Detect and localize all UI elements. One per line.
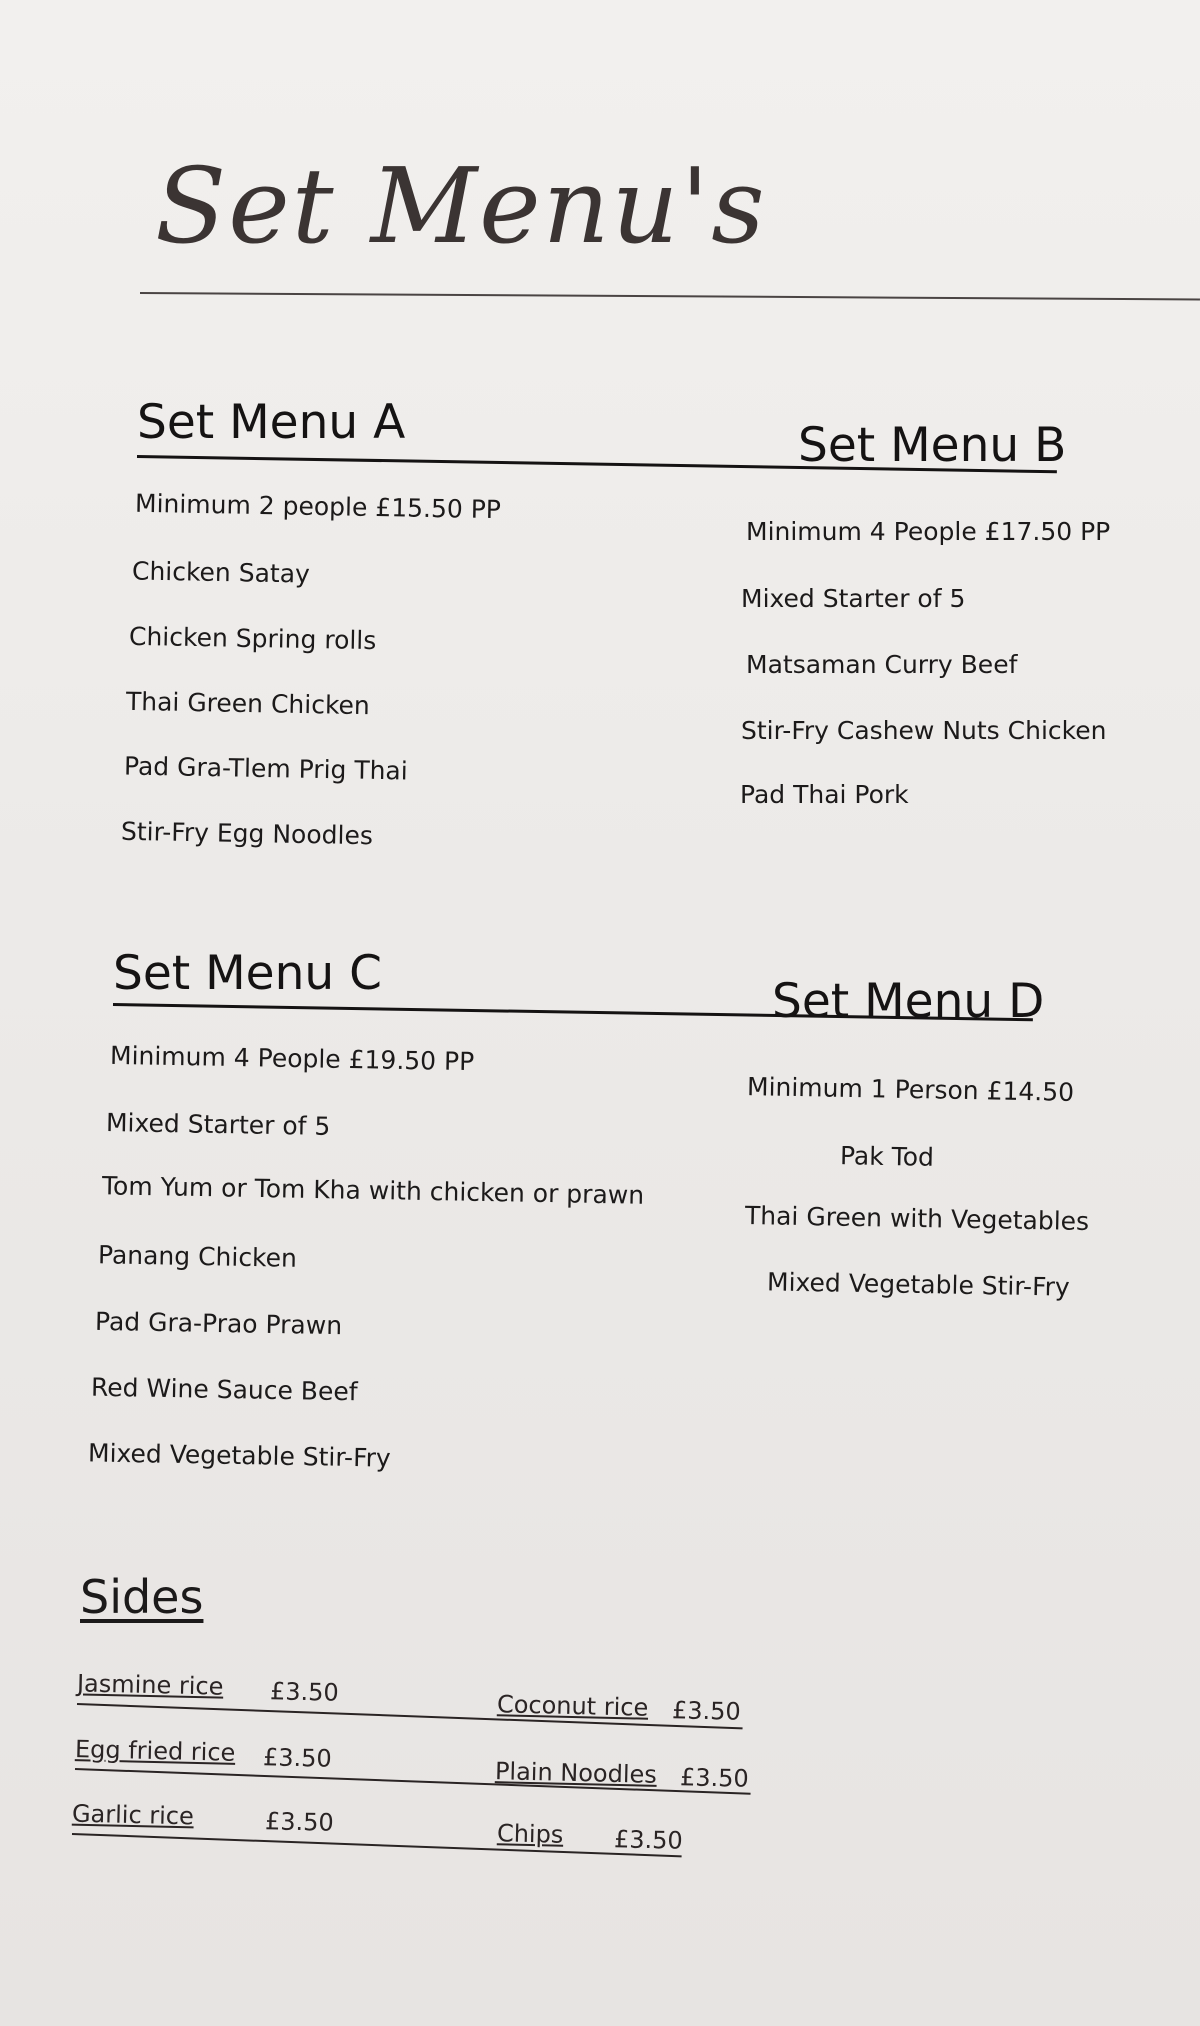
side-item-price: £3.50 [679, 1763, 750, 1793]
side-item-name: Plain Noodles [494, 1757, 658, 1789]
menu-c-item: Mixed Vegetable Stir-Fry [87, 1438, 391, 1473]
menu-b-item: Matsaman Curry Beef [746, 650, 1018, 679]
menu-d-item: Pak Tod [839, 1141, 935, 1172]
side-item-price: £3.50 [264, 1807, 335, 1837]
menu-a-heading: Set Menu A [137, 395, 406, 450]
menu-c-item: Pad Gra-Prao Prawn [94, 1306, 343, 1341]
menu-b-item: Mixed Starter of 5 [741, 584, 966, 613]
menu-d-heading: Set Menu D [772, 974, 1045, 1029]
menu-a-item: Chicken Satay [131, 556, 311, 589]
menu-c-item: Panang Chicken [97, 1240, 298, 1273]
menu-a-item: Stir-Fry Egg Noodles [120, 816, 374, 851]
menu-c-item: Tom Yum or Tom Kha with chicken or prawn [101, 1171, 645, 1210]
menu-b-item: Pad Thai Pork [740, 780, 909, 809]
side-item-name: Egg fried rice [74, 1735, 236, 1767]
side-item-name: Coconut rice [496, 1690, 649, 1722]
side-item-price: £3.50 [613, 1825, 684, 1855]
menu-d-item: Mixed Vegetable Stir-Fry [766, 1267, 1070, 1302]
sides-row-rule [72, 1833, 682, 1857]
menu-a-item: Pad Gra-Tlem Prig Thai [123, 751, 408, 786]
side-item-price: £3.50 [269, 1677, 340, 1707]
menu-a-item: Minimum 2 people £15.50 PP [134, 488, 502, 525]
sides-heading: Sides [80, 1570, 204, 1624]
menu-b-item: Minimum 4 People £17.50 PP [746, 517, 1111, 546]
side-item-name: Chips [496, 1819, 564, 1849]
menu-c-heading: Set Menu C [113, 946, 382, 1001]
side-item-price: £3.50 [262, 1743, 333, 1773]
menu-c-item: Red Wine Sauce Beef [90, 1372, 358, 1407]
menu-c-item: Minimum 4 People £19.50 PP [109, 1040, 475, 1077]
menu-a-item: Chicken Spring rolls [128, 621, 377, 656]
menu-a-item: Thai Green Chicken [125, 686, 371, 721]
menu-d-item: Thai Green with Vegetables [744, 1200, 1090, 1237]
menu-b-item: Stir-Fry Cashew Nuts Chicken [741, 716, 1107, 745]
side-item-name: Garlic rice [71, 1799, 195, 1831]
menu-c-item: Mixed Starter of 5 [105, 1108, 331, 1141]
menu-b-heading: Set Menu B [798, 418, 1067, 473]
side-item-name: Jasmine rice [76, 1669, 224, 1701]
title-divider [140, 292, 1200, 300]
page-title: Set Menu's [155, 145, 767, 267]
side-item-price: £3.50 [671, 1696, 742, 1726]
menu-d-item: Minimum 1 Person £14.50 [746, 1072, 1075, 1107]
